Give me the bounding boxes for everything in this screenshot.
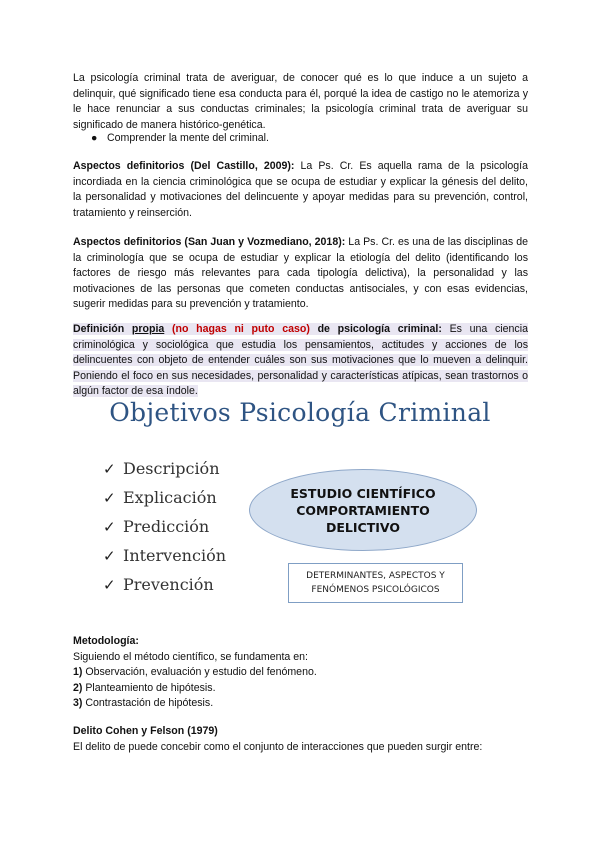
underlined-word: propia: [131, 323, 165, 335]
study-ellipse: [249, 469, 477, 551]
checkmark-icon: ✓: [103, 547, 116, 565]
definition-text: Es una ciencia criminológica y sociológica que estudia los pensamientos, actitudes y acciones de los delincuentes con objeto de entender cuáles son sus motivaciones que lo mueven a delinquir. Poniendo el foco en sus necesidades, personalidad y características atípicas, sean trastornos o algún factor de esa índole.: [73, 323, 528, 398]
diagram-title: Objetivos Psicología Criminal: [109, 398, 491, 427]
checkmark-icon: ✓: [103, 518, 116, 536]
methodology-intro: Siguiendo el método científico, se fundamenta en:: [73, 650, 308, 663]
cohen-felson-section: [73, 724, 482, 755]
definition-heading: Aspectos definitorios (Del Castillo, 2009):: [73, 160, 295, 172]
red-remark: (no hagas ni puto caso): [164, 323, 310, 335]
objective-label: Prevención: [123, 575, 214, 594]
step-number: 3): [73, 697, 83, 710]
definition-heading-start: Definición: [73, 323, 132, 335]
bullet-text: Comprender la mente del criminal.: [107, 132, 269, 144]
checkmark-icon: ✓: [103, 489, 116, 507]
definition-heading-end: de psicología criminal:: [309, 323, 442, 335]
definition-propia: [73, 322, 528, 400]
definition-del-castillo: [73, 159, 528, 221]
objective-label: Descripción: [123, 459, 220, 478]
step-text: Observación, evaluación y estudio del fenómeno.: [82, 666, 317, 679]
checkmark-icon: ✓: [103, 576, 116, 594]
definition-text: La Ps. Cr. Es aquella rama de la psicología incordiada en la ciencia criminológica que se ocupa de estudiar y explicar la génesis del delito, la personalidad y motivaciones del delincuente y apoyar medidas para su prevención, control, tratamiento y reinserción.: [73, 160, 529, 219]
definition-san-juan: [73, 235, 528, 313]
objective-item: [103, 454, 226, 483]
objectives-list: [103, 454, 226, 599]
checkmark-icon: ✓: [103, 460, 116, 478]
step-text: Contrastación de hipótesis.: [82, 697, 214, 710]
objective-item: [103, 570, 226, 599]
methodology-step: [73, 681, 317, 697]
step-number: 2): [73, 681, 83, 694]
objective-label: Intervención: [123, 546, 226, 565]
ellipse-line: DELICTIVO: [326, 519, 400, 535]
step-text: Planteamiento de hipótesis.: [82, 681, 216, 694]
cohen-text: El delito de puede concebir como el conjunto de interacciones que pueden surgir entre:: [73, 740, 483, 753]
methodology-section: [73, 634, 317, 712]
methodology-step: [73, 665, 317, 681]
highlighted-text: [73, 323, 528, 397]
box-line: DETERMINANTES, ASPECTOS Y: [306, 571, 445, 581]
intro-paragraph: La psicología criminal trata de averiguar, de conocer qué es lo que induce a un sujeto a delinquir, qué significado tiene esa conducta para él, porqué la idea de castigo no le atemoriza y le hace renunciar a sus conductas criminales; la psicología criminal trata de averiguar su significado de manera histórico-genética.: [73, 72, 528, 131]
definition-text: La Ps. Cr. es una de las disciplinas de la criminología que se ocupa de estudiar y explicar la etiología del delito (identificando los factores de riesgo más relevantes para cada tipología delictiva), la personalidad y las motivaciones de las personas que cometen conductas antisociales, y con esas evidencias, sugerir medidas para su prevención y tratamiento.: [73, 236, 528, 311]
objective-item: [103, 483, 226, 512]
methodology-heading: Metodología:: [73, 635, 139, 647]
ellipse-line: ESTUDIO CIENTÍFICO: [290, 485, 436, 501]
methodology-step: [73, 696, 317, 712]
cohen-heading: Delito Cohen y Felson (1979): [73, 725, 218, 737]
objective-label: Explicación: [123, 488, 217, 507]
bullet-item: [91, 131, 269, 147]
step-number: 1): [73, 666, 83, 679]
ellipse-line: COMPORTAMIENTO: [296, 502, 430, 518]
objective-item: [103, 541, 226, 570]
bullet-dot-icon: ●: [91, 132, 98, 144]
determinants-box: [288, 563, 463, 603]
objective-label: Predicción: [123, 517, 210, 536]
objective-item: [103, 512, 226, 541]
box-line: FENÓMENOS PSICOLÓGICOS: [311, 585, 440, 595]
definition-heading: Aspectos definitorios (San Juan y Vozmediano, 2018):: [73, 236, 346, 248]
